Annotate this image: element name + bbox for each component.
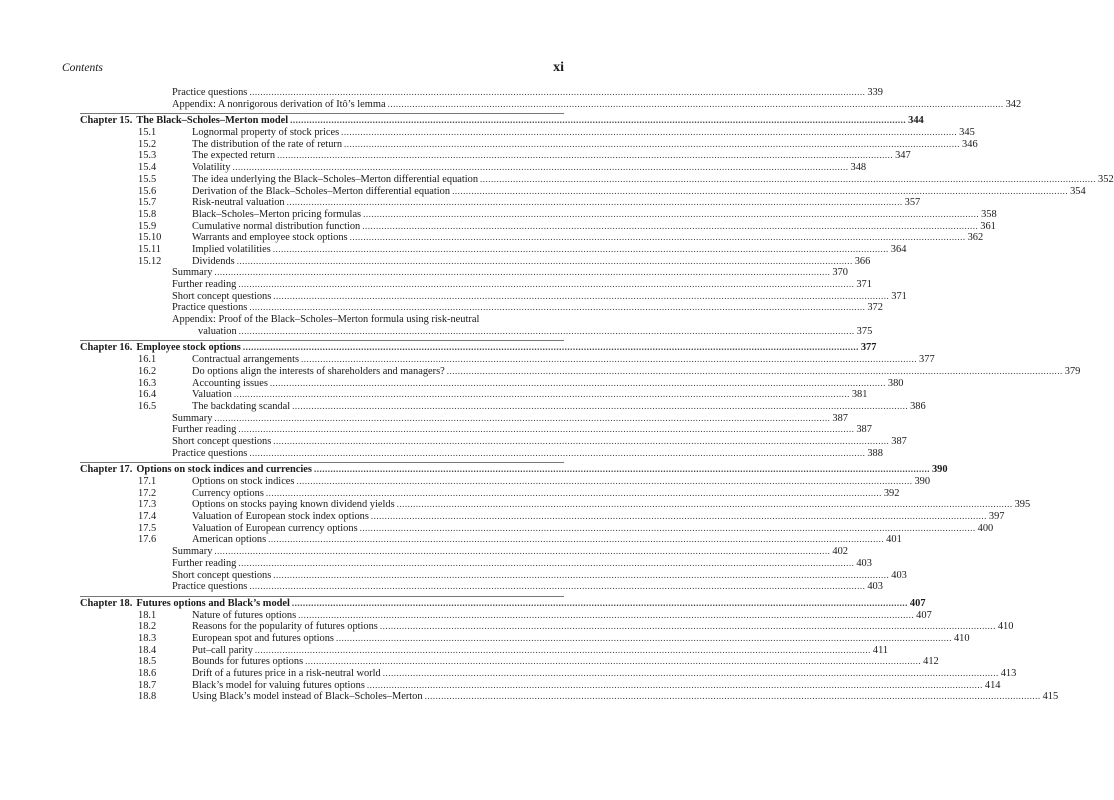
section-number: 17.2 [138,487,157,499]
dot-leader [273,570,889,582]
toc-section-entry [80,389,868,401]
entry-page-number: 380 [887,377,904,389]
entry-title: Further reading [172,557,237,569]
dot-leader [273,436,889,448]
entry-page-number: 403 [867,581,883,593]
dot-leader [480,174,1096,186]
section-number: 15.3 [138,150,157,162]
toc-entry [80,290,907,303]
entry-title: Practice questions [172,87,248,98]
section-number: 16.5 [138,400,157,412]
entry-page-number: 415 [1042,691,1059,703]
toc-section-entry [80,377,904,390]
entry-title: Volatility [192,162,231,174]
entry-page-number: 407 [916,609,932,621]
chapter-title: Options on stock indices and currencies [136,464,312,476]
entry-title: Summary [172,412,213,424]
section-number: 16.2 [138,365,157,377]
toc-section-entry [80,354,935,366]
dot-leader [301,354,917,366]
entry-page-number: 390 [914,476,931,487]
section-number: 16.4 [138,389,157,401]
entry-page-number: 400 [977,522,994,534]
chapter-title: Futures options and Black’s model [136,597,290,609]
entry-page-number: 403 [891,569,907,581]
entry-page-number: 402 [832,546,848,558]
section-number: 15.7 [138,197,157,209]
toc-section-entry [80,656,939,668]
section-number: 17.6 [138,534,157,546]
entry-title: Valuation of European stock index options [192,511,369,523]
dot-leader [234,389,850,401]
entry-title: The expected return [192,150,276,162]
entry-title: Short concept questions [172,290,272,302]
section-number: 18.5 [138,656,157,668]
entry-title: Valuation of European currency options [192,522,358,534]
dot-leader [243,342,859,354]
toc-section-entry [80,255,871,268]
entry-title: Valuation [192,389,232,401]
toc-entry [80,581,883,593]
entry-page-number: 366 [854,255,871,267]
page-header [62,60,564,80]
dot-leader [214,267,830,279]
dot-leader [277,150,893,162]
entry-title: Short concept questions [172,569,272,581]
toc-section-entry [80,243,907,256]
toc-chapter-heading [80,462,948,476]
running-title: Contents [62,62,103,74]
section-number: 15.11 [138,243,161,255]
entry-title: Practice questions [172,447,248,459]
entry-page-number: 357 [904,197,921,209]
toc-section-entry [80,138,978,151]
entry-page-number: 375 [856,325,873,337]
entry-page-number: 362 [967,232,984,244]
toc-entry [80,87,883,99]
entry-page-number: 412 [923,656,939,668]
entry-page-number: 410 [997,621,1014,633]
entry-title: Practice questions [172,581,248,593]
section-number: 15.1 [138,127,157,139]
dot-leader [238,558,854,570]
dot-leader [238,279,854,291]
entry-title: Further reading [172,424,237,436]
dot-leader [371,511,987,523]
toc-entry [80,98,1022,111]
dot-leader [238,424,854,436]
entry-page-number: 346 [962,138,978,150]
toc-section-entry [80,644,889,657]
entry-page-number: 361 [980,220,996,232]
section-number: 18.7 [138,679,157,691]
dot-leader [383,668,999,680]
dot-leader [249,87,865,99]
page-number: xi [553,60,564,75]
toc-section-entry [80,499,1031,511]
dot-leader [233,162,849,174]
dot-leader [249,448,865,460]
entry-title: Further reading [172,279,237,290]
toc-entry [80,325,873,338]
dot-leader [292,598,908,610]
toc-entry [80,447,883,460]
section-number: 16.1 [138,354,157,366]
entry-title: Drift of a futures price in a risk-neutral world [192,668,381,679]
toc-section-entry [80,621,1014,633]
dot-leader [341,127,957,139]
dot-leader [360,523,976,535]
toc-section-entry [80,127,975,139]
dot-leader [447,366,1063,378]
entry-page-number: 377 [919,354,935,366]
dot-leader [425,691,1041,703]
entry-title: Bounds for futures options [192,656,304,668]
dot-leader [336,633,952,645]
entry-page-number: 364 [890,243,907,255]
entry-title: Lognormal property of stock prices [192,127,340,139]
toc-section-entry [80,534,902,546]
toc-section-entry [80,208,997,221]
entry-page-number: 403 [856,557,872,569]
dot-leader [363,209,979,221]
entry-page-number: 397 [988,511,1005,523]
section-number: 15.4 [138,162,157,174]
section-number: 17.5 [138,522,157,534]
dot-leader [270,378,886,390]
entry-page-number: 347 [895,150,911,162]
entry-title: Risk-neutral valuation [192,197,285,209]
dot-leader [305,656,921,668]
toc-section-entry [80,679,1001,692]
entry-title: Summary [172,267,213,279]
entry-title: Summary [172,546,213,558]
toc-section-entry [80,522,994,535]
dot-leader [452,186,1068,198]
entry-page-number: 388 [867,447,883,459]
dot-leader [298,610,914,622]
entry-title: Warrants and employee stock options [192,232,348,244]
entry-page-number: 381 [851,389,868,401]
toc-entry [80,435,907,448]
section-number: 16.3 [138,377,157,389]
dot-leader [214,546,830,558]
entry-title: valuation [198,325,237,337]
section-number: 15.2 [138,138,157,150]
section-number: 18.4 [138,644,157,656]
toc-entry [80,279,872,291]
entry-page-number: 344 [908,115,924,127]
toc-section-entry [80,691,1059,703]
entry-title: Reasons for the popularity of futures options [192,621,378,633]
toc-section-entry [80,173,1114,186]
entry-page-number: 387 [832,412,848,424]
toc-entry [80,557,872,570]
dot-leader [214,413,830,425]
entry-title: Using Black’s model instead of Black–Scholes–Merton [192,691,423,703]
dot-leader [290,115,906,127]
toc-section-entry [80,185,1086,198]
toc-entry [80,546,848,558]
entry-title: Currency options [192,487,264,499]
section-number: 18.2 [138,621,157,633]
entry-page-number: 348 [850,162,867,174]
toc-section-entry [80,668,1017,680]
entry-page-number: 354 [1070,185,1086,197]
toc-entry [80,412,848,425]
chapter-label: Chapter 18. [80,597,133,609]
entry-title: Appendix: Proof of the Black–Scholes–Merton formula using risk-neutral [172,314,480,326]
toc-section-entry [80,162,867,174]
entry-page-number: 401 [886,534,902,546]
entry-title: The distribution of the rate of return [192,138,343,150]
section-number: 18.8 [138,691,157,703]
dot-leader [249,581,865,593]
entry-page-number: 407 [909,597,926,609]
entry-title: Black–Scholes–Merton pricing formulas [192,208,362,220]
dot-leader [266,488,882,500]
entry-title: Short concept questions [172,435,272,447]
toc-section-entry [80,609,932,622]
dot-leader [268,534,884,546]
section-number: 15.6 [138,185,157,197]
toc-section-entry [80,476,931,488]
entry-page-number: 379 [1064,365,1081,377]
dot-leader [344,139,960,151]
dot-leader [296,476,912,488]
section-number: 18.6 [138,668,157,679]
entry-title: Black’s model for valuing futures options [192,679,365,691]
entry-title: Implied volatilities [192,243,271,255]
entry-title: Do options align the interests of shareholders and managers? [192,365,445,377]
dot-leader [292,401,908,413]
dot-leader [388,99,1004,111]
entry-title: Contractual arrangements [192,354,300,366]
dot-leader [239,326,855,338]
entry-page-number: 339 [867,87,883,98]
dot-leader [273,244,889,256]
toc-section-entry [80,220,996,233]
entry-page-number: 413 [1000,668,1017,679]
section-number: 18.3 [138,632,157,644]
toc-entry [80,267,848,279]
entry-page-number: 386 [910,400,926,412]
entry-title: Cumulative normal distribution function [192,220,361,232]
chapter-title: Employee stock options [136,342,241,354]
entry-title: Nature of futures options [192,609,297,621]
section-number: 18.1 [138,609,157,621]
section-number: 15.12 [138,255,162,267]
dot-leader [314,464,930,476]
chapter-label: Chapter 17. [80,464,133,476]
entry-page-number: 345 [959,127,975,139]
entry-title: Options on stock indices [192,476,295,487]
chapter-label: Chapter 16. [80,342,133,354]
toc-section-entry [80,487,900,500]
dot-leader [287,197,903,209]
dot-leader [255,645,871,657]
entry-page-number: 372 [867,302,883,314]
entry-title: Dividends [192,255,235,267]
entry-page-number: 410 [953,632,970,644]
chapter-label: Chapter 15. [80,115,133,127]
toc-section-entry [80,365,1081,378]
entry-page-number: 371 [856,279,872,290]
dot-leader [362,221,978,233]
section-number: 17.1 [138,476,157,487]
toc-chapter-heading [80,596,926,610]
entry-title: Accounting issues [192,377,268,389]
toc-section-entry [80,232,984,244]
entry-page-number: 392 [883,487,900,499]
section-number: 15.5 [138,173,157,185]
entry-page-number: 411 [872,644,889,656]
toc-entry [80,314,564,326]
entry-page-number: 370 [832,267,848,279]
entry-title: European spot and futures options [192,632,334,644]
dot-leader [237,256,853,268]
table-of-contents [80,87,1114,703]
toc-entry [80,302,883,314]
entry-page-number: 390 [931,464,948,476]
dot-leader [380,621,996,633]
section-number: 15.10 [138,232,162,244]
dot-leader [397,499,1013,511]
entry-page-number: 371 [891,290,907,302]
toc-section-entry [80,511,1005,523]
entry-title: The backdating scandal [192,400,291,412]
chapter-title: The Black–Scholes–Merton model [136,115,289,127]
dot-leader [367,680,983,692]
toc-section-entry [80,400,926,413]
entry-page-number: 387 [856,424,872,436]
dot-leader [350,232,966,244]
section-number: 15.8 [138,208,157,220]
dot-leader [273,291,889,303]
entry-page-number: 414 [984,679,1001,691]
section-number: 17.3 [138,499,157,511]
entry-page-number: 342 [1005,98,1022,110]
entry-page-number: 352 [1098,173,1114,185]
toc-entry [80,569,907,582]
entry-title: American options [192,534,267,546]
toc-section-entry [80,150,911,162]
section-number: 17.4 [138,511,157,523]
entry-title: Practice questions [172,302,248,314]
toc-entry [80,424,872,436]
toc-section-entry [80,632,970,645]
toc-chapter-heading [80,340,877,354]
entry-page-number: 387 [891,435,907,447]
dot-leader [249,302,865,314]
entry-title: Put–call parity [192,644,253,656]
toc-chapter-heading [80,113,924,127]
entry-page-number: 377 [860,342,877,354]
entry-page-number: 358 [981,208,997,220]
entry-title: Options on stocks paying known dividend yields [192,499,395,511]
section-number: 15.9 [138,220,157,232]
entry-title: Appendix: A nonrigorous derivation of Itô’s lemma [172,98,386,110]
entry-title: The idea underlying the Black–Scholes–Merton differential equation [192,173,479,185]
entry-page-number: 395 [1014,499,1031,511]
toc-section-entry [80,197,921,209]
entry-title: Derivation of the Black–Scholes–Merton differential equation [192,185,451,197]
